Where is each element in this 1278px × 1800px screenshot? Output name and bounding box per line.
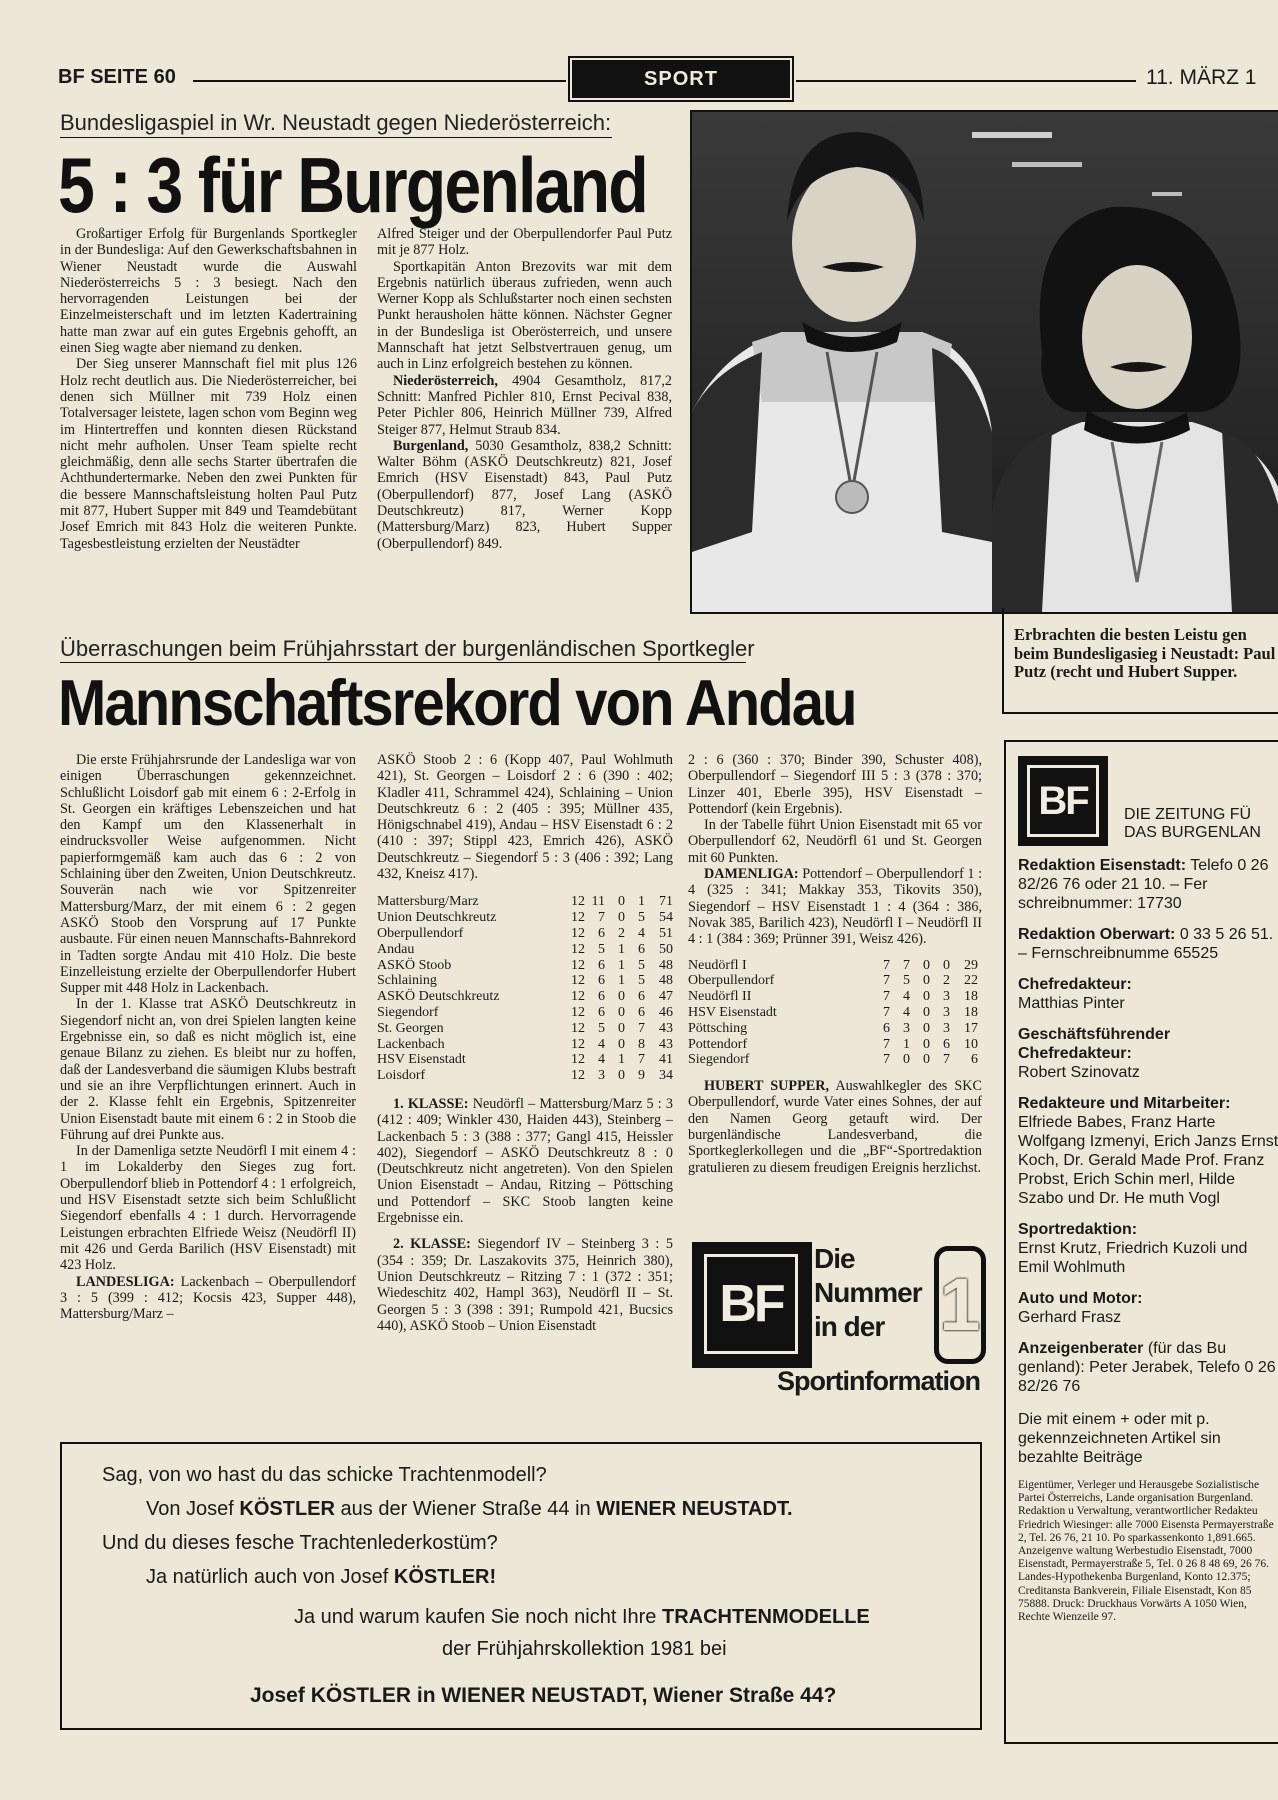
table-cell: 0	[923, 1004, 930, 1020]
table-cell: 17	[964, 1020, 978, 1036]
team-name: ASKÖ Deutschkreutz	[377, 989, 500, 1005]
team-name: Oberpullendorf	[688, 973, 775, 989]
table-cell: 0	[903, 1052, 910, 1068]
table-cell: 4	[638, 925, 645, 941]
news-label: HUBERT SUPPER,	[704, 1078, 830, 1095]
table-cell: 1	[618, 973, 625, 989]
table-cell: 7	[883, 957, 890, 973]
table-cell: 0	[618, 910, 625, 926]
paragraph	[688, 866, 982, 947]
table-cell: 6	[598, 973, 605, 989]
table-cell: 48	[659, 957, 673, 973]
table-cell: 0	[923, 989, 930, 1005]
table-cell: 1	[618, 941, 625, 957]
table-cell: 48	[659, 973, 673, 989]
table-cell: 5	[638, 973, 645, 989]
table-cell: 5	[598, 1020, 605, 1036]
table-cell: 12	[571, 1020, 585, 1036]
table-cell: 29	[964, 957, 978, 973]
table-cell: 6	[598, 925, 605, 941]
table-cell: 3	[903, 1020, 910, 1036]
table-row	[688, 973, 978, 989]
koestler-advert	[60, 1442, 982, 1730]
table-cell: 7	[883, 1052, 890, 1068]
table-row	[377, 1005, 673, 1021]
paragraph: Die erste Frühjahrsrunde der Landesliga war von einigen Überraschungen gekennzeichnet. Schlußlicht Loisdorf gab mit einem 6 : 2-Erfolg in St. Georgen ein kräftiges Lebenszeichen und hat den Kampf um den Klassenerhalt in eindrucksvoller Weise aufgenommen. Nicht papierformgemäß kam auch das 6 : 2 von Schlaining über den Zweiten, Union Deutschkreutz. Souverän nach wie vor Spitzenreiter Mattersburg/Marz, der mit einem 6 : 2 gegen ASKÖ Stoob den Vorsprung auf 17 Punkte ausbaute. Für einen neuen Mannschafts-Bahnrekord in Tadten sorgte Andau mit 410 Holz. Die beste Einzelleistung erzielte der Oberpullendorfer Hubert Supper mit 448 Holz in Lackenbach.	[60, 752, 356, 997]
advert-line: Ja natürlich auch von Josef KÖSTLER!	[146, 1566, 497, 1588]
promo-line: in der	[814, 1311, 885, 1342]
imprint-tagline: DIE ZEITUNG FÜ DAS BURGENLAN	[1124, 806, 1261, 841]
table-cell: 54	[659, 910, 673, 926]
table-cell: 7	[883, 973, 890, 989]
table-cell: 12	[571, 1068, 585, 1084]
article2-headline: Mannschaftsrekord von Andau	[58, 667, 856, 740]
table-cell: 0	[618, 894, 625, 910]
league-label: 2. KLASSE:	[393, 1236, 471, 1253]
header-rule-right	[796, 80, 1136, 82]
table-row	[377, 958, 673, 974]
table-cell: 4	[903, 1004, 910, 1020]
advert-line: Von Josef KÖSTLER aus der Wiener Straße 44 in WIENER NEUSTADT.	[146, 1498, 793, 1520]
promo-line: Nummer	[814, 1277, 922, 1308]
article1-kicker: Bundesligaspiel in Wr. Neustadt gegen Niederösterreich:	[60, 110, 612, 135]
paragraph: Alfred Steiger und der Oberpullendorfer Paul Putz mit je 877 Holz.	[377, 226, 672, 259]
table-row	[688, 1021, 978, 1037]
section-label: SPORT	[572, 60, 790, 98]
table-cell: 11	[591, 894, 605, 910]
table-cell: 7	[598, 910, 605, 926]
league-results: Lackenbach – Oberpullendorf 3 : 5 (399 : 412; Kocsis 423, Supper 448), Mattersburg/Marz –	[60, 1273, 356, 1323]
table-cell: 12	[571, 1004, 585, 1020]
table-cell: 1	[638, 894, 645, 910]
news-text: Auswahlkegler des SKC Oberpullendorf, wurde Vater eines Sohnes, der auf den Namen Georg getauft wird. Der burgenländische Landesverband, die Sportkeglerkollegen und die „BF“-Sportredaktion gratulieren zu diesem freudigen Ereignis herzlichst.	[688, 1078, 982, 1176]
table-cell: 0	[923, 1052, 930, 1068]
team-name: HSV Eisenstadt	[377, 1052, 466, 1068]
league-results: Pottendorf – Oberpullendorf 1 : 4 (325 : 341; Makkay 353, Tikovits 350), Siegendorf – HSV Eisenstadt 1 : 4 (364 : 386, Novak 385, Barilich 423), Neudörfl I – Neudörfl II 4 : 1 (384 : 369; Prünner 391, Weisz 426).	[688, 866, 983, 948]
table-cell: 0	[943, 957, 950, 973]
table-cell: 50	[659, 941, 673, 957]
table-cell: 6	[638, 989, 645, 1005]
table-cell: 0	[618, 1004, 625, 1020]
table-row	[377, 942, 673, 958]
article2-column-3	[688, 752, 982, 1176]
article2-column-2	[377, 752, 673, 1334]
caption-border-left	[1002, 608, 1004, 714]
table-cell: 4	[598, 1052, 605, 1068]
table-cell: 10	[964, 1036, 978, 1052]
advert-line: Ja und warum kaufen Sie noch nicht Ihre TRACHTENMODELLE	[294, 1606, 870, 1628]
team-name: Siegendorf	[688, 1052, 750, 1068]
table-row	[377, 973, 673, 989]
table-cell: 18	[964, 989, 978, 1005]
imprint-box	[1004, 740, 1278, 1744]
paragraph: Großartiger Erfolg für Burgenlands Sportkegler in der Bundesliga: Auf den Gewerkschaftsbahnen in Wiener Neustadt wurde die Auswahl Niederösterreichs 5 : 3 besiegt. Nach den hervorragenden Leistungen bei der Einzelmeisterschaft und im letzten Kadertraining hatte man zwar auf ein gutes Ergebnis gehofft, an einen Sieg wagte aber niemand zu denken.	[60, 226, 357, 357]
article1-column-2	[377, 226, 672, 552]
table-cell: 43	[659, 1020, 673, 1036]
results-text: 5030 Gesamtholz, 838,2 Schnitt: Walter Böhm (ASKÖ Deutschkreutz) 821, Josef Emrich (HSV Eisenstadt) 843, Paul Putz (Oberpullendorf) 877, Josef Lang (ASKÖ Deutschkreutz) 817, Werner Kopp (Mattersburg/Marz) 823, Hubert Supper (Oberpullendorf) 849.	[377, 437, 672, 552]
team-name: St. Georgen	[377, 1020, 444, 1036]
league-results: Siegendorf IV – Steinberg 3 : 5 (354 : 359; Dr. Laszakovits 375, Heinrich 380), Union Deutschkreutz – Ritzing 7 : 1 (372 : 351; Wiedeschitz 402, Hampl 363), Neudörfl II – St. Georgen 5 : 3 (398 : 391; Rumpold 421, Bucsics 440), ASKÖ Stoob – Union Eisenstadt	[377, 1236, 674, 1334]
table-cell: 6	[971, 1052, 978, 1068]
table-cell: 6	[638, 941, 645, 957]
team-photo	[690, 110, 1278, 614]
table-cell: 12	[571, 941, 585, 957]
table-cell: 4	[903, 989, 910, 1005]
table-cell: 0	[923, 1020, 930, 1036]
table-cell: 6	[598, 989, 605, 1005]
table-row	[377, 1037, 673, 1053]
table-cell: 6	[638, 1004, 645, 1020]
league-label: DAMENLIGA:	[704, 866, 799, 883]
caption-rule	[1002, 612, 1278, 614]
table-cell: 12	[571, 910, 585, 926]
team-name: HSV Eisenstadt	[688, 1004, 777, 1020]
table-cell: 18	[964, 1004, 978, 1020]
paragraph: In der Tabelle führt Union Eisenstadt mit 65 vor Oberpullendorf 62, Neudörfl 61 und St. Georgen mit 60 Punkten.	[688, 817, 982, 866]
table-cell: 3	[598, 1068, 605, 1084]
table-cell: 1	[618, 957, 625, 973]
table-cell: 0	[923, 973, 930, 989]
table-cell: 7	[883, 1004, 890, 1020]
article1-headline: 5 : 3 für Burgenland	[58, 143, 647, 230]
table-row	[377, 926, 673, 942]
table-row	[688, 989, 978, 1005]
paragraph	[688, 1078, 982, 1176]
table-cell: 12	[571, 1036, 585, 1052]
team-name: Lackenbach	[377, 1036, 445, 1052]
promo-line: Sportinformation	[777, 1366, 980, 1396]
table-cell: 7	[903, 957, 910, 973]
article2-kicker: Überraschungen beim Frühjahrsstart der burgenländischen Sportkegler	[60, 636, 755, 661]
table-row	[688, 1052, 978, 1068]
team-name: Neudörfl I	[688, 957, 747, 973]
results-text: 4904 Gesamtholz, 817,2 Schnitt: Manfred Pichler 810, Ernst Pecival 838, Peter Pichler 806, Heinrich Müllner 739, Alfred Steiger 877, Helmut Straub 834.	[377, 372, 672, 438]
table-cell: 5	[638, 910, 645, 926]
table-row	[377, 989, 673, 1005]
table-cell: 6	[598, 1004, 605, 1020]
table-row	[377, 1052, 673, 1068]
table-cell: 9	[638, 1068, 645, 1084]
table-cell: 8	[638, 1036, 645, 1052]
table-cell: 12	[571, 973, 585, 989]
table-cell: 43	[659, 1036, 673, 1052]
table-cell: 12	[571, 957, 585, 973]
issue-date: 11. MÄRZ 1	[1146, 66, 1257, 89]
table-row	[377, 1021, 673, 1037]
promo-line: Die	[814, 1243, 855, 1274]
table-cell: 34	[659, 1068, 673, 1084]
number-one-badge: 1	[934, 1246, 986, 1364]
paragraph: ASKÖ Stoob 2 : 6 (Kopp 407, Paul Wohlmuth 421), St. Georgen – Loisdorf 2 : 6 (390 : 402; Kladler 411, Schrammel 424), Schlaining – Union Deutschkreutz 6 : 2 (405 : 395; Müllner 435, Hönigschnabel 419), Andau – HSV Eisenstadt 6 : 2 (410 : 397; Stippl 423, Emrich 426), ASKÖ Deutschkreutz – Siegendorf 5 : 3 (406 : 392; Lang 432, Kneisz 417).	[377, 752, 673, 883]
team-name: Schlaining	[377, 973, 437, 989]
team-name: Oberpullendorf	[377, 925, 464, 941]
team-name: Union Deutschkreutz	[377, 910, 497, 926]
table-cell: 41	[659, 1052, 673, 1068]
table-cell: 7	[638, 1052, 645, 1068]
kicker-underline	[60, 137, 612, 138]
table-cell: 3	[943, 989, 950, 1005]
table-cell: 7	[883, 989, 890, 1005]
table-cell: 5	[598, 941, 605, 957]
team-name: Andau	[377, 941, 415, 957]
table-cell: 12	[571, 1052, 585, 1068]
table-row	[688, 1005, 978, 1021]
table-cell: 6	[598, 957, 605, 973]
table-cell: 12	[571, 989, 585, 1005]
advert-line: Sag, von wo hast du das schicke Trachtenmodell?	[102, 1464, 547, 1486]
table-cell: 6	[883, 1020, 890, 1036]
advert-closing: Josef KÖSTLER in WIENER NEUSTADT, Wiener Straße 44?	[250, 1684, 837, 1707]
team-name: Pottendorf	[688, 1036, 748, 1052]
team-name: Mattersburg/Marz	[377, 894, 479, 910]
results-label: Niederösterreich,	[393, 372, 498, 389]
advert-line: Und du dieses fesche Trachtenlederkostüm?	[102, 1532, 498, 1554]
table-cell: 4	[598, 1036, 605, 1052]
table-cell: 0	[618, 989, 625, 1005]
table-row	[377, 1068, 673, 1084]
paragraph	[60, 1274, 356, 1323]
bf-logo: BF	[704, 1254, 798, 1354]
table-cell: 6	[943, 1036, 950, 1052]
bf-logo-box	[692, 1242, 812, 1368]
imprint-fineprint: Eigentümer, Verleger und Herausgebe Sozialistische Partei Österreichs, Lande organisation Burgenland. Redaktion u Verwaltung, verantwortlicher Redakteu Friedrich Wiesinger: alle 7000 Eisensta Permayerstraße 2, Tel. 26 76, 21 10. Po sparkassenkonto 1,891.665. Anzeigenve waltung Werbestudio Eisenstadt, 7000 Eisenstadt, Permayerstraße 5, Tel. 0 26 8 48 69, 26 76. Landes-Hypothekenba Burgenland, Konto 12.375; Creditansta Bankverein, Filiale Eisenstadt, Kon 85 75888. Druck: Druckhaus Vorwärts A 1050 Wien, Rechte Wienzeile 97.	[1018, 1479, 1274, 1624]
paragraph: Der Sieg unserer Mannschaft fiel mit plus 126 Holz recht deutlich aus. Die Niederösterreicher, bei denen sich Müllner mit 739 Holz einen Totalversager leistete, lagen schon vom Beginn weg im Hintertreffen und konnten diesen Rückstand nicht mehr aufholen. Unser Team spielte recht gleichmäßig, denn alle sechs Starter übertrafen die Achthundertermarke. Neben den zwei Punkten für die bessere Mannschaftsleistung holten Paul Putz mit 877, Hubert Supper mit 849 und Teamdebütant Josef Emrich mit 843 Holz die weiteren Punkte. Tagesbestleistung erzielten der Neustädter	[60, 356, 357, 552]
table-cell: 3	[943, 1004, 950, 1020]
table-cell: 1	[618, 1052, 625, 1068]
table-row	[377, 894, 673, 910]
table-cell: 0	[618, 1036, 625, 1052]
paragraph	[377, 373, 672, 438]
damenliga-table	[688, 958, 978, 1069]
team-name: Pöttsching	[688, 1020, 748, 1036]
bf-promo	[690, 1242, 980, 1414]
table-cell: 51	[659, 925, 673, 941]
paragraph	[377, 1096, 673, 1226]
paragraph	[377, 438, 672, 552]
table-cell: 5	[638, 957, 645, 973]
table-cell: 22	[964, 973, 978, 989]
table-cell: 2	[943, 973, 950, 989]
header-rule-left	[193, 80, 566, 82]
caption-border-bottom	[1002, 712, 1278, 714]
paragraph: 2 : 6 (360 : 370; Binder 390, Schuster 408), Oberpullendorf – Siegendorf III 5 : 3 (378 : 370; Linzer 401, Eberle 395), HSV Eisenstadt – Pottendorf (kein Ergebnis).	[688, 752, 982, 817]
table-cell: 71	[659, 894, 673, 910]
table-cell: 7	[638, 1020, 645, 1036]
table-row	[377, 910, 673, 926]
imprint-staff: Redaktion Eisenstadt: Telefo 0 26 82/26 76 oder 21 10. – Fer schreibnummer: 17730 Redaktion Oberwart: 0 33 5 26 51. – Fernschreibnumme 65525 Chefredakteur: Matthias Pinter Geschäftsführender Chefredakteur: Robert Szinovatz Redakteure und Mitarbeiter: Elfriede Babes, Franz Harte Wolfgang Izmenyi, Erich Janzs Ernst Koch, Dr. Gerald Made Prof. Franz Probst, Erich Schin merl, Hilde Szabo und Dr. He muth Vogl Sportredaktion: Ernst Krutz, Friedrich Kuzoli und Emil Wohlmuth Auto und Motor: Gerhard Frasz Anzeigenberater (für das Bu genland): Peter Jerabek, Telefo 0 26 82/26 76 Die mit einem + oder mit p. gekennzeichneten Artikel sin bezahlte Beiträge Eigentümer, Verleger und Herausgebe Sozialistische Partei Österreichs, Lande organisation Burgenland. Redaktion u Verwaltung, verantwortlicher Redakteu Friedrich Wiesinger: alle 7000 Eisensta Permayerstraße 2, Tel. 26 76, 21 10. Po sparkassenkonto 1,891.665. Anzeigenve waltung Werbestudio Eisenstadt, 7000 Eisenstadt, Permayerstraße 5, Tel. 0 26 8 48 69, 26 76. Landes-Hypothekenba Burgenland, Konto 12.375; Creditansta Bankverein, Filiale Eisenstadt, Kon 85 75888. Druck: Druckhaus Vorwärts A 1050 Wien, Rechte Wienzeile 97.	[1018, 857, 1278, 1624]
advert-line: der Frühjahrskollektion 1981 bei	[442, 1638, 727, 1660]
league-results: Neudörfl – Mattersburg/Marz 5 : 3 (412 : 409; Winkler 430, Haiden 443), Steinberg – Lackenbach 5 : 3 (388 : 377; Gangl 415, Heissler 402), Siegendorf – ASKÖ Deutschkreutz 8 : 0 (Deutschkreutz nicht angetreten). Von den Spielen Union Eisenstadt – Andau, Ritzing – Pöttsching und Pottendorf – SKC Stoob langten keine Ergebnisse ein.	[377, 1095, 674, 1227]
imprint-note: Die mit einem + oder mit p. gekennzeichneten Artikel sin bezahlte Beiträge	[1018, 1411, 1221, 1466]
table-cell: 12	[571, 894, 585, 910]
table-cell: 46	[659, 1004, 673, 1020]
table-cell: 5	[903, 973, 910, 989]
table-cell: 3	[943, 1020, 950, 1036]
imprint-logo: BF	[1027, 765, 1099, 837]
photo-illustration	[692, 112, 1278, 612]
table-cell: 0	[923, 957, 930, 973]
table-cell: 7	[943, 1052, 950, 1068]
results-label: Burgenland,	[393, 437, 469, 454]
table-row	[688, 1037, 978, 1053]
kicker-underline	[60, 662, 746, 663]
page-label: BF SEITE 60	[58, 66, 176, 88]
article1-column-1	[60, 226, 357, 552]
league-label: LANDESLIGA:	[76, 1273, 175, 1290]
imprint-logo-box	[1018, 756, 1108, 846]
table-cell: 0	[618, 1020, 625, 1036]
table-row	[688, 958, 978, 974]
team-name: Loisdorf	[377, 1068, 426, 1084]
table-cell: 0	[618, 1068, 625, 1084]
promo-text	[814, 1242, 922, 1344]
paragraph: In der 1. Klasse trat ASKÖ Deutschkreutz in Siegendorf nicht an, von drei Spielen langten keine Ergebnisse ein, so daß es nicht möglich ist, eine genaue Bilanz zu ziehen. Es bleibt nur zu hoffen, daß der Landesverband die säumigen Klubs bestraft und sie an ihre Verpflichtungen erinnert. Auch in der 2. Klasse fehlt ein Ergebnis, Spitzenreiter Union Eisenstadt baute mit einem 6 : 2 in Stoob die Führung auf drei Punkte aus.	[60, 996, 356, 1143]
article2-column-1	[60, 752, 356, 1322]
paragraph: Sportkapitän Anton Brezovits war mit dem Ergebnis natürlich überaus zufrieden, wenn auch Werner Kopp als Schlußstarter noch einen sechsten Punkt herausholen hätte können. Nächster Gegner in der Bundesliga ist Oberösterreich, und unsere Mannschaft hat jetzt Selbstvertrauen genug, um auch in Linz erfolgreich bestehen zu können.	[377, 258, 672, 373]
table-cell: 47	[659, 989, 673, 1005]
league-label: 1. KLASSE:	[393, 1095, 469, 1112]
paragraph	[377, 1236, 673, 1334]
table-cell: 1	[903, 1036, 910, 1052]
team-name: Neudörfl II	[688, 989, 752, 1005]
table-cell: 2	[618, 925, 625, 941]
paragraph: In der Damenliga setzte Neudörfl I mit einem 4 : 1 im Lokalderby den Sieges zug fort. Oberpullendorf blieb in Pottendorf 4 : 1 erfolgreich, und HSV Eisenstadt setzte sich beim Schlußlicht Siegendorf ebenfalls 4 : 1 durch. Hervorragende Leistungen erbrachten Elfriede Weisz (Neudörfl II) mit 426 und Gerda Barilich (HSV Eisenstadt) mit 423 Holz.	[60, 1143, 356, 1274]
team-name: Siegendorf	[377, 1004, 439, 1020]
landesliga-table	[377, 894, 673, 1084]
photo-caption: Erbrachten die besten Leistu gen beim Bundesligasieg i Neustadt: Paul Putz (recht und Hubert Supper.	[1014, 626, 1276, 681]
table-cell: 12	[571, 925, 585, 941]
table-cell: 7	[883, 1036, 890, 1052]
table-cell: 0	[923, 1036, 930, 1052]
team-name: ASKÖ Stoob	[377, 957, 452, 973]
